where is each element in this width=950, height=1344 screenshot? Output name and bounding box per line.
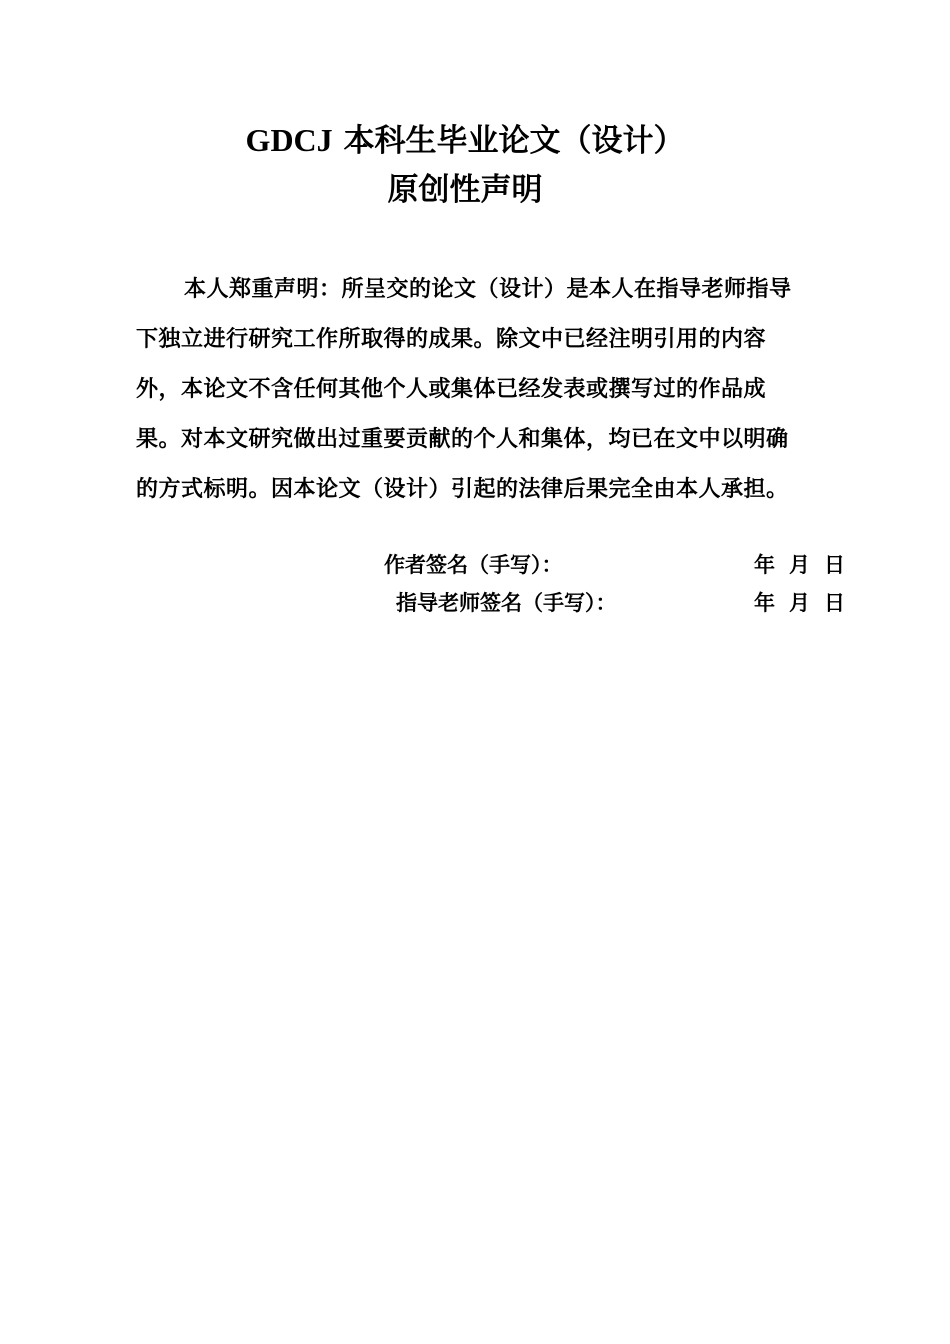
date-day-label: 日 — [824, 591, 845, 615]
statement-line-5: 的方式标明。因本论文（设计）引起的法律后果完全由本人承担。 — [136, 477, 789, 502]
date-day-label: 日 — [824, 553, 845, 577]
statement-line-4: 果。对本文研究做出过重要贡献的个人和集体，均已在文中以明确 — [136, 427, 789, 452]
advisor-signature-date — [754, 588, 845, 618]
statement-line-1: 本人郑重声明：所呈交的论文（设计）是本人在指导老师指导 — [184, 277, 792, 302]
title-abbreviation: GDCJ — [245, 122, 333, 158]
statement-line-2: 下独立进行研究工作所取得的成果。除文中已经注明引用的内容 — [136, 327, 767, 352]
declaration-statement — [136, 265, 836, 515]
document-title — [0, 120, 940, 161]
date-month-label: 月 — [789, 553, 810, 577]
document-subtitle: 原创性声明 — [387, 172, 543, 208]
author-signature-label: 作者签名（手写）： — [384, 553, 563, 577]
date-year-label: 年 — [754, 553, 775, 577]
advisor-signature-label: 指导老师签名（手写）： — [396, 591, 617, 615]
date-year-label: 年 — [754, 591, 775, 615]
statement-line-3: 外，本论文不含任何其他个人或集体已经发表或撰写过的作品成 — [136, 377, 767, 402]
title-main-text: 本科生毕业论文（设计） — [332, 123, 685, 159]
date-month-label: 月 — [789, 591, 810, 615]
author-signature-date — [754, 550, 845, 580]
